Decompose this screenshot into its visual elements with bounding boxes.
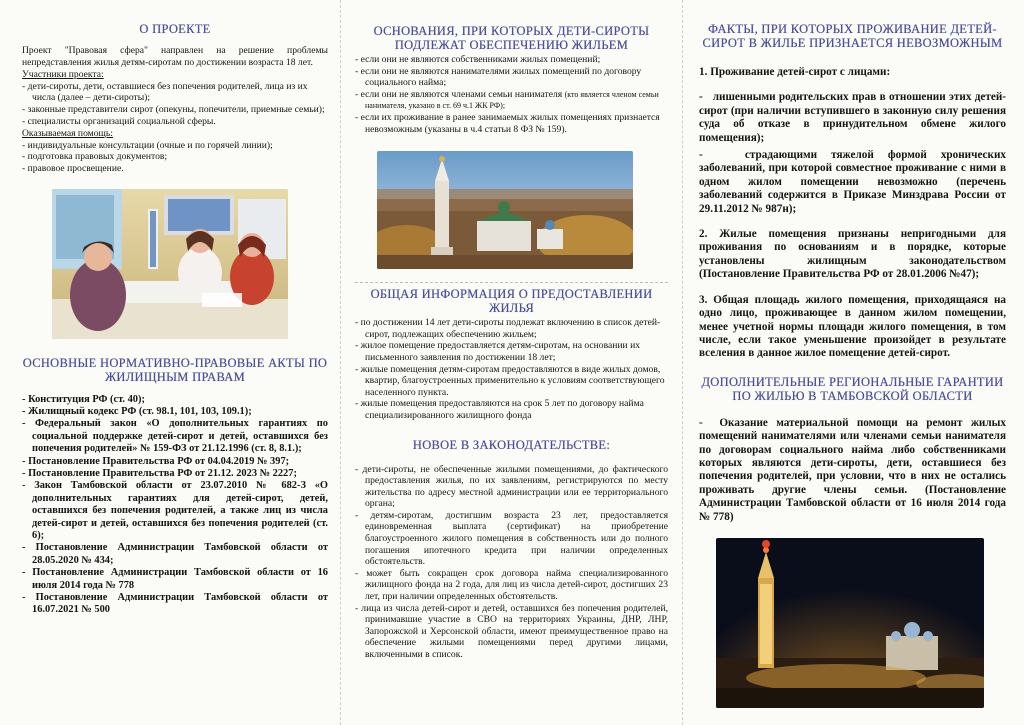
- list-item: [355, 89, 668, 112]
- list-item: - Закон Тамбовской области от 23.07.2010 № 682-З «О дополнительных гарантиях для детей-сирот, детей, оставшихся без попечения родителей, а также лиц из числа детей-сирот и детей, оставшихся без попечения родителей (ст. 6);: [22, 480, 328, 542]
- news-list: [355, 464, 668, 661]
- participants-list: [22, 81, 328, 127]
- list-item: - Федеральный закон «О дополнительных гарантиях по социальной поддержке детей-сирот и детей, оставшихся без попечения родителей» № 159-ФЗ от 21.12.1996 (ст. 8, 8.1.);: [22, 418, 328, 455]
- consultation-photo: [52, 189, 288, 339]
- facts-p1-lead: 1. Проживание детей-сирот с лицами:: [699, 66, 891, 78]
- acts-title: ОСНОВНЫЕ НОРМАТИВНО-ПРАВОВЫЕ АКТЫ ПО ЖИЛИЩНЫМ ПРАВАМ: [22, 355, 328, 384]
- divider: [355, 282, 668, 283]
- list-item: - по достижении 14 лет дети-сироты подлежат включению в список детей-сирот, подлежащих обеспечению жильем;: [355, 317, 668, 340]
- acts-list: [22, 394, 328, 617]
- news-title: НОВОЕ В ЗАКОНОДАТЕЛЬСТВЕ:: [412, 437, 611, 452]
- regional-title: ДОПОЛНИТЕЛЬНЫЕ РЕГИОНАЛЬНЫЕ ГАРАНТИИ ПО ЖИЛЬЮ В ТАМБОВСКОЙ ОБЛАСТИ: [701, 374, 1004, 403]
- about-intro: Проект "Правовая сфера" направлен на решение проблемы непредставления жилья детям-сиротам по достижении возраста 18 лет.: [22, 45, 328, 68]
- info-list: [355, 317, 668, 421]
- grounds-title: ОСНОВАНИЯ, ПРИ КОТОРЫХ ДЕТИ-СИРОТЫ ПОДЛЕЖАТ ОБЕСПЕЧЕНИЮ ЖИЛЬЕМ: [373, 24, 650, 52]
- grounds-list: [355, 54, 668, 135]
- list-item: - Постановление Администрации Тамбовской области от 16 июля 2014 года № 778: [22, 567, 328, 592]
- list-item: - жилые помещения детям-сиротам предоставляются в виде жилых домов, квартир, благоустроенных применительно к условиям соответствующего населенного пункта.: [355, 364, 668, 399]
- list-item: - Постановление Правительства РФ от 21.12. 2023 № 2227;: [22, 468, 328, 480]
- regional-text-body: Оказание материальной помощи на ремонт жилых помещений нанимателями или членами семьи нанимателя по договорам социального найма либо собственниками которых являются дети-сироты, дети, оставшиеся без попечения родителей, при условии, что в них не остались проживать другие члены семьи. (Постановление Администрации Тамбовской области от 16 июля 2014 года № 778): [699, 416, 1006, 523]
- list-item: - Жилищный кодекс РФ (ст. 98.1, 101, 103, 109.1);: [22, 406, 328, 418]
- list-item: - Постановление Администрации Тамбовской области от 16.07.2021 № 500: [22, 592, 328, 617]
- grounds-item-3: если они не являются членами семьи нанимателя: [360, 88, 563, 100]
- facts-p2: 2. Жилые помещения признаны непригодными для проживания по основаниям и в порядке, которые установлены жилищным законодательством (Постановление Правительства РФ от 28.01.2006 №47);: [699, 228, 1006, 281]
- facts-p1-a-text: лишенными родительских прав в отношении этих детей-сирот (при наличии вступившего в законную силу решения суда об отказе в принудительном обмене жилого помещения);: [699, 91, 1007, 144]
- list-item: - если их проживание в ранее занимаемых жилых помещениях признается невозможным (указаны в ч.4 статьи 8 ФЗ № 159).: [355, 112, 668, 135]
- facts-p1-b-text: страдающими тяжелой формой хронических заболеваний, при которой совместное проживание с ними в одном жилом помещении невозможно (перечень заболеваний содержится в Приказе Минздрава России от 29.11.2012 № 987н);: [699, 149, 1006, 215]
- help-label: Оказываемая помощь:: [22, 128, 113, 140]
- column-left: [0, 0, 340, 725]
- participants-label: Участники проекта:: [22, 69, 104, 81]
- list-item: - индивидуальные консультации (очные и по горячей линии);: [22, 140, 328, 152]
- list-item: - специалисты организаций социальной сферы.: [22, 116, 328, 128]
- facts-title: ФАКТЫ, ПРИ КОТОРЫХ ПРОЖИВАНИЕ ДЕТЕЙ-СИРОТ В ЖИЛЬЕ ПРИЗНАЕТСЯ НЕВОЗМОЖНЫМ: [702, 22, 1003, 50]
- tambov-cathedral-photo: [377, 151, 633, 269]
- list-item: - дети-сироты, дети, оставшиеся без попечения родителей, лица из их числа (далее – дети-сироты);: [22, 81, 328, 104]
- list-item: - жилое помещение предоставляется детям-сиротам, на основании их письменного заявления по достижении 18 лет;: [355, 340, 668, 363]
- help-list: [22, 140, 328, 175]
- list-item: - подготовка правовых документов;: [22, 151, 328, 163]
- list-item: - детям-сиротам, достигшим возраста 23 лет, предоставляется единовременная выплата (сертификат) на приобретение благоустроенного жилого помещения в собственность или до полного погашения ипотечного кредита при наличии определенных обстоятельств.: [355, 510, 668, 568]
- list-item: - жилые помещения предоставляются на срок 5 лет по договору найма специализированного жилищного фонда: [355, 398, 668, 421]
- list-item: - Конституция РФ (ст. 40);: [22, 394, 328, 406]
- list-item: - может быть сокращен срок договора найма специализированного жилищного фонда на 2 года, для лиц из числа детей-сирот, достигших 23 лет, при наличии определенных обстоятельств.: [355, 568, 668, 603]
- list-item: - если они не являются собственниками жилых помещений;: [355, 54, 668, 66]
- facts-p3: 3. Общая площадь жилого помещения, приходящаяся на одно лицо, проживающее в данном жилом помещении, менее учетной нормы площади жилого помещения, в том числе, если такое уменьшение произойдет в результате вселения в данное жилое помещение детей-сирот.: [699, 293, 1006, 360]
- list-item: - правовое просвещение.: [22, 163, 328, 175]
- list-item: - лица из числа детей-сирот и детей, оставшихся без попечения родителей, принимавшие участие в СВО на территориях Украины, ДНР, ЛНР, Запорожской и Херсонской области, имеют преимущественное право на обеспечение жилыми помещениями перед другими лицами, включенными в список.: [355, 603, 668, 661]
- regional-text: - Оказание материальной помощи на ремонт жилых помещений нанимателями или членами семьи нанимателя по договорам социального найма либо собственниками которых являются дети-сироты, дети, оставшиеся без попечения родителей, при условии, что в них не остались проживать другие члены семьи. (Постановление Администрации Тамбовской области от 16 июля 2014 года № 778): [699, 416, 1006, 523]
- list-item: - Постановление Правительства РФ от 04.04.2019 № 397;: [22, 456, 328, 468]
- info-title: ОБЩАЯ ИНФОРМАЦИЯ О ПРЕДОСТАВЛЕНИИ ЖИЛЬЯ: [370, 287, 653, 316]
- list-item: - Постановление Администрации Тамбовской области от 28.05.2020 № 434;: [22, 542, 328, 567]
- list-item: - дети-сироты, не обеспеченные жилыми помещениями, до фактического предоставления жилья, по их заявлениям, регистрируются по месту жительства по адресу местной администрации или ее территориального органа;: [355, 464, 668, 510]
- night-city-photo: [716, 538, 984, 708]
- column-right: [682, 0, 1024, 725]
- facts-p1-b: - страдающими тяжелой формой хронических заболеваний, при которой совместное проживание с ними в одном жилом помещении невозможно (перечень заболеваний содержится в Приказе Минздрава России от 29.11.2012 № 987н);: [699, 149, 1006, 215]
- column-middle: [340, 0, 682, 725]
- grounds-item-3-note: (кто является членом семьи нанимателя, указано в ст. 69 ч.1 ЖК РФ);: [365, 89, 659, 111]
- about-title: О ПРОЕКТЕ: [139, 22, 211, 36]
- list-item: - если они не являются нанимателями жилых помещений по договору социального найма;: [355, 66, 668, 89]
- list-item: - законные представители сирот (опекуны, попечители, приемные семьи);: [22, 104, 328, 116]
- facts-p1-a: - лишенными родительских прав в отношении этих детей-сирот (при наличии вступившего в законную силу решения суда об отказе в принудительном обмене жилого помещения);: [699, 91, 1007, 144]
